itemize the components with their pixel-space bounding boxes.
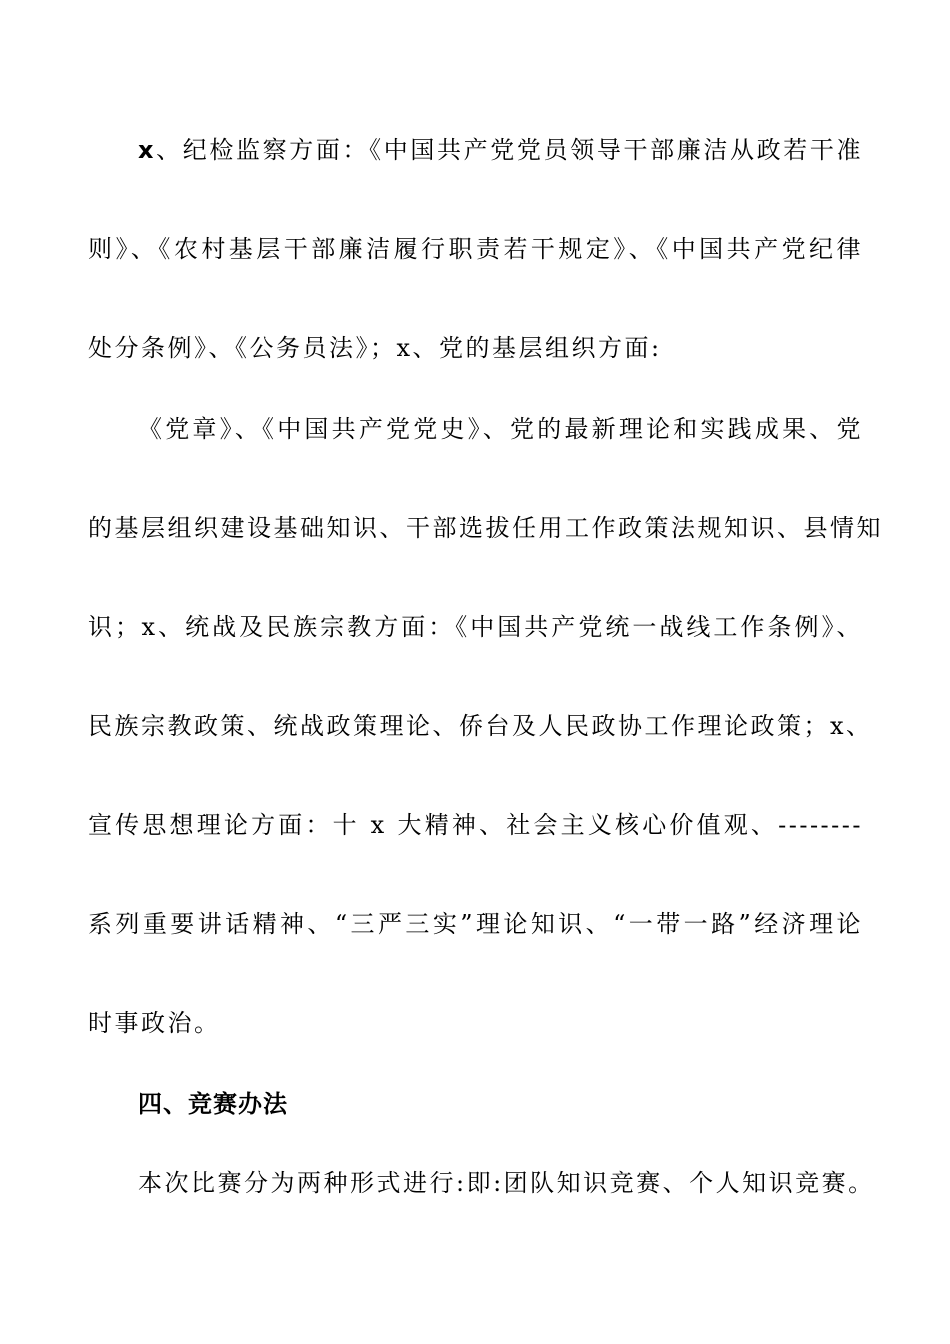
section-heading: 四、竞赛办法 — [138, 1090, 288, 1118]
paragraph-line-1-lead: x — [138, 136, 156, 164]
paragraph-line-6: 识；x、统战及民族宗教方面：《中国共产党统一战线工作条例》、 — [88, 613, 863, 641]
section-body-line: 本次比赛分为两种形式进行:即:团队知识竞赛、个人知识竞赛。 — [138, 1169, 875, 1197]
paragraph-line-3: 处分条例》、《公务员法》；x、党的基层组织方面: — [88, 334, 662, 362]
paragraph-line-10: 时事政治。 — [88, 1009, 221, 1037]
paragraph-line-9: 系列重要讲话精神、“三严三实”理论知识、“一带一路”经济理论 — [88, 910, 863, 938]
paragraph-line-7: 民族宗教政策、统战政策理论、侨台及人民政协工作理论政策；x、 — [88, 712, 873, 740]
paragraph-line-4: 《党章》、《中国共产党党史》、党的最新理论和实践成果、党 — [138, 415, 863, 443]
paragraph-line-5: 的基层组织建设基础知识、干部选拔任用工作政策法规知识、县情知 — [88, 514, 883, 542]
paragraph-line-1-text: 、纪检监察方面：《中国共产党党员领导干部廉洁从政若干准 — [155, 136, 863, 164]
paragraph-line-8: 宣传思想理论方面：十 x 大精神、社会主义核心价值观、-------- — [88, 811, 863, 839]
paragraph-line-1 — [138, 132, 863, 168]
paragraph-line-2: 则》、《农村基层干部廉洁履行职责若干规定》、《中国共产党纪律 — [88, 235, 863, 263]
